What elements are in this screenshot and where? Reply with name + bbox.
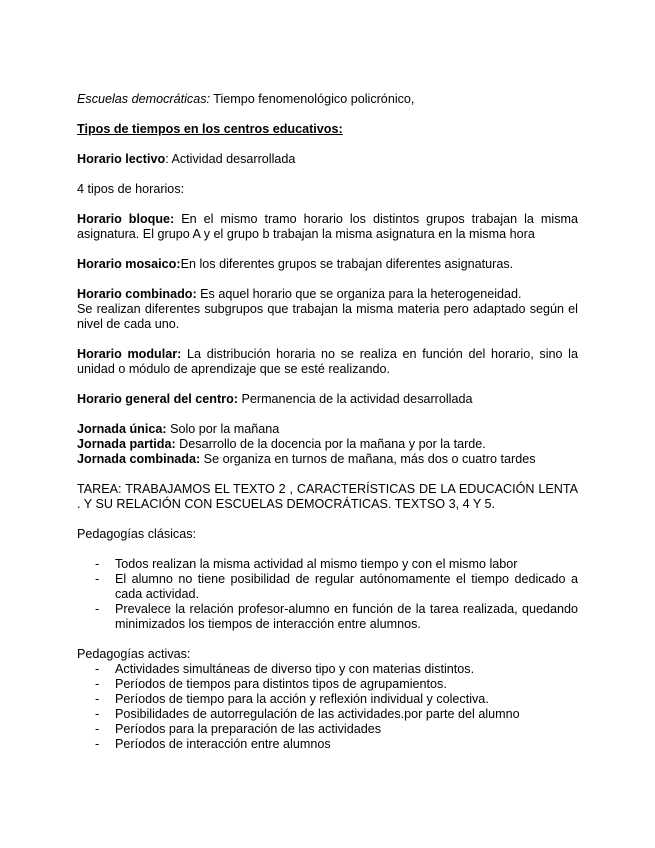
- jornada-partida-text: Desarrollo de la docencia por la mañana y por la tarde.: [175, 437, 486, 451]
- general-text: Permanencia de la actividad desarrollada: [237, 392, 473, 406]
- bullet-dash: -: [95, 722, 100, 736]
- modular-label: Horario modular:: [77, 347, 182, 361]
- combinado-text-1: Es aquel horario que se organiza para la heterogeneidad.: [196, 287, 522, 301]
- bullet-dash: -: [95, 677, 100, 691]
- mosaico-label: Horario mosaico:: [77, 257, 181, 271]
- bullet-dash: -: [95, 692, 100, 706]
- list-item: - Períodos de tiempo para la acción y reflexión individual y colectiva.: [95, 692, 489, 706]
- list-item: - Actividades simultáneas de diverso tipo y con materias distintos.: [95, 662, 475, 676]
- intro-italic: Escuelas democráticas:: [77, 92, 210, 106]
- jornada-unica-text: Solo por la mañana: [166, 422, 280, 436]
- modular-paragraph: [77, 347, 578, 377]
- combinado-text-2: Se realizan diferentes subgrupos que trabajan la misma materia pero adaptado según el nivel de cada uno.: [77, 302, 578, 331]
- jornada-partida-label: Jornada partida:: [77, 437, 176, 451]
- list-item: - Períodos para la preparación de las actividades: [95, 722, 382, 736]
- bullet-dash: -: [95, 662, 100, 676]
- lectivo-paragraph: [77, 152, 578, 167]
- bloque-text: En el mismo tramo horario los distintos grupos trabajan la misma asignatura. El grupo A y el grupo b trabajan la misma asignatura en la misma hora: [77, 212, 578, 241]
- section-title: Tipos de tiempos en los centros educativos:: [77, 122, 343, 136]
- activas-title: Pedagogías activas:: [77, 647, 191, 661]
- bullet-dash: -: [95, 557, 100, 571]
- tipos-count: 4 tipos de horarios:: [77, 182, 185, 196]
- list-item: - Prevalece la relación profesor-alumno en función de la tarea realizada, quedando minimizados los tiempos de interacción entre alumnos.: [95, 602, 578, 631]
- document-body: [77, 92, 578, 752]
- bullet-dash: -: [95, 572, 100, 586]
- jornada-combinada-text: Se organiza en turnos de mañana, más dos o cuatro tardes: [200, 452, 536, 466]
- jornada-combinada: [77, 452, 578, 467]
- mosaico-text: En los diferentes grupos se trabajan diferentes asignaturas.: [180, 257, 514, 271]
- clasicas-list: [77, 557, 578, 632]
- bloque-paragraph: [77, 212, 578, 242]
- lectivo-text: : Actividad desarrollada: [165, 152, 296, 166]
- general-paragraph: [77, 392, 578, 407]
- list-item: - Todos realizan la misma actividad al mismo tiempo y con el mismo labor: [95, 557, 518, 571]
- jornada-partida: [77, 437, 578, 452]
- mosaico-paragraph: [77, 257, 578, 272]
- list-item: - El alumno no tiene posibilidad de regular autónomamente el tiempo dedicado a cada actividad.: [95, 572, 578, 601]
- list-item: - Períodos de tiempos para distintos tipos de agrupamientos.: [95, 677, 447, 691]
- list-item: - Períodos de interacción entre alumnos: [95, 737, 331, 751]
- combinado-paragraph: [77, 287, 578, 302]
- clasicas-title: Pedagogías clásicas:: [77, 527, 197, 541]
- lectivo-label: Horario lectivo: [77, 152, 166, 166]
- jornada-unica-label: Jornada única:: [77, 422, 167, 436]
- jornada-combinada-label: Jornada combinada:: [77, 452, 201, 466]
- intro-text: Tiempo fenomenológico policrónico,: [210, 92, 415, 106]
- activas-list: [77, 662, 578, 752]
- intro-paragraph: [77, 92, 578, 107]
- bullet-dash: -: [95, 707, 100, 721]
- jornada-unica: [77, 422, 578, 437]
- tarea-paragraph: TAREA: TRABAJAMOS EL TEXTO 2 , CARACTERÍSTICAS DE LA EDUCACIÓN LENTA . Y SU RELACIÓN CON ESCUELAS DEMOCRÁTICAS. TEXTSO 3, 4 Y 5.: [77, 482, 578, 511]
- combinado-label: Horario combinado:: [77, 287, 197, 301]
- bullet-dash: -: [95, 737, 100, 751]
- list-item: - Posibilidades de autorregulación de las actividades.por parte del alumno: [95, 707, 520, 721]
- general-label: Horario general del centro:: [77, 392, 238, 406]
- bloque-label: Horario bloque:: [77, 212, 175, 226]
- bullet-dash: -: [95, 602, 100, 616]
- modular-text: La distribución horaria no se realiza en función del horario, sino la unidad o módulo de aprendizaje que se esté realizando.: [77, 347, 578, 376]
